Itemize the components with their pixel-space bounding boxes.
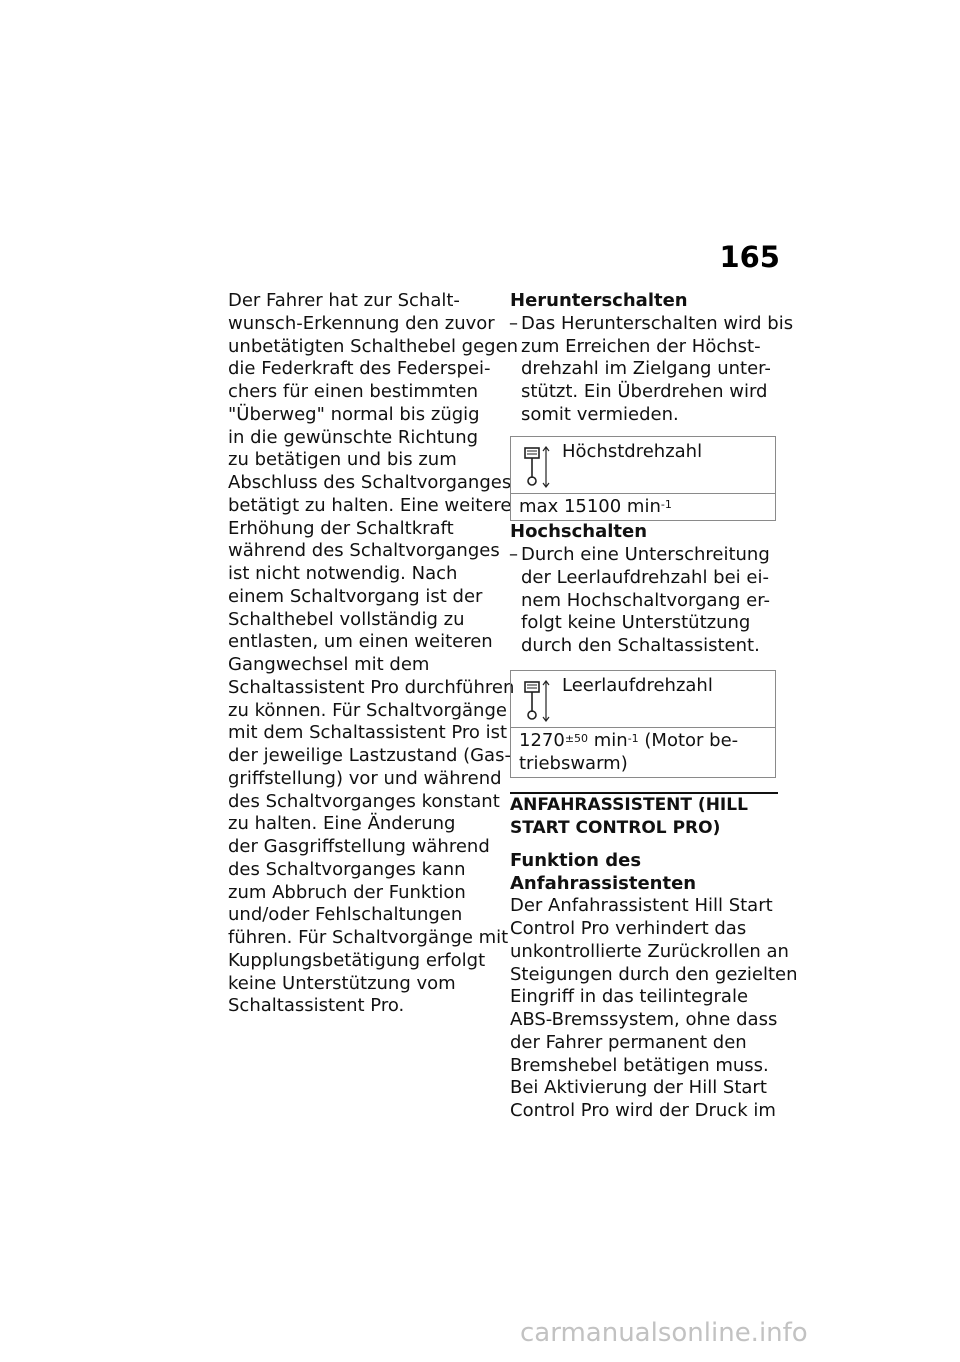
spec-title: Höchstdrehzahl [562,440,703,462]
body-line: Der Anfahrassistent Hill Start [510,895,773,917]
body-line: die Federkraft des Federspei- [228,358,491,380]
body-line: in die gewünschte Richtung [228,426,479,448]
body-line: der jeweilige Lastzustand (Gas- [228,745,511,766]
section-title-line: ANFAHRASSISTENT (HILL [510,795,748,816]
body-line: chers für einen bestimmten [228,381,478,402]
body-line: Erhöhung der Schaltkraft [228,517,454,539]
subsection-title-line: Anfahrassistenten [510,872,697,894]
body-line: Eingriff in das teilintegrale [510,986,749,1008]
body-line: Control Pro wird der Druck im [510,1100,776,1121]
body-line: ist nicht notwendig. Nach [228,563,458,584]
downshift-bullet [509,312,794,336]
body-line: wunsch-Erkennung den zuvor [228,312,495,334]
body-line: der Gasgriffstellung während [228,836,490,857]
body-line: betätigt zu halten. Eine weitere [228,494,512,516]
spec-value [511,728,775,778]
right-column [509,290,798,1123]
spec-value-base: 1270 [519,729,565,751]
downshift-heading: Herunterschalten [510,290,688,311]
body-line: entlasten, um einen weiteren [228,631,493,653]
bullet-continuation: zum Erreichen der Höchst- [521,335,761,357]
spec-suffix: (Motor be- [638,729,739,751]
spec-unit: min [588,729,628,751]
spec-box-max-rpm [510,436,776,522]
body-line: Abschluss des Schaltvorganges [228,472,512,493]
left-column [228,290,519,1018]
body-line: Kupplungsbetätigung erfolgt [228,949,486,971]
engine-piston-icon [523,445,553,489]
body-line: unkontrollierte Zurückrollen an [510,940,789,962]
body-line: Control Pro verhindert das [510,918,747,939]
spec-exponent: -1 [627,731,639,745]
body-line: einem Schaltvorgang ist der [228,585,483,607]
spec-value-line [519,730,767,753]
spec-exponent: -1 [660,497,672,511]
body-line: zu halten. Eine Änderung [228,813,456,835]
dash-marker: – [509,544,518,565]
bullet-continuation: folgt keine Unterstützung [521,612,751,634]
body-line: und/oder Fehlschaltungen [228,904,463,926]
body-line: führen. Für Schaltvorgänge mit [228,927,509,948]
body-line: des Schaltvorganges konstant [228,790,500,812]
body-line: keine Unterstützung vom [228,972,456,994]
engine-piston-icon [523,679,553,723]
bullet-continuation: somit vermieden. [521,403,679,425]
spec-value [511,494,775,521]
body-line: der Fahrer permanent den [510,1031,747,1053]
body-line: Gangwechsel mit dem [228,654,430,675]
body-line: ABS-Bremssystem, ohne dass [510,1009,778,1030]
body-line: zu betätigen und bis zum [228,449,457,471]
bullet-continuation: nem Hochschaltvorgang er- [521,589,770,611]
spec-value-line: triebswarm) [519,752,628,774]
spec-tolerance: ±50 [564,731,589,745]
body-line: während des Schaltvorganges [228,540,500,562]
spec-box-idle-rpm [510,670,776,779]
section-title-line: START CONTROL PRO) [510,818,721,838]
subsection-title-line: Funktion des [510,849,642,871]
body-line: Der Fahrer hat zur Schalt- [228,290,460,311]
body-line: Bremshebel betätigen muss. [510,1054,769,1076]
body-line: Schaltassistent Pro durchführen [228,676,515,698]
bullet-continuation: drehzahl im Zielgang unter- [521,358,771,380]
body-line: Bei Aktivierung der Hill Start [510,1077,767,1099]
body-line: zum Abbruch der Funktion [228,881,466,903]
body-line: Steigungen durch den gezielten [510,963,798,985]
body-line: Schalthebel vollständig zu [228,608,465,630]
body-line: Schaltassistent Pro. [228,995,405,1017]
spec-value-text: max 15100 min [519,495,661,517]
section-title [510,794,782,840]
page-number: 165 [719,240,780,274]
bullet-text: Durch eine Unterschreitung [521,544,770,565]
watermark: carmanualsonline.info [520,1318,808,1348]
spec-header [511,671,775,728]
spec-title: Leerlaufdrehzahl [562,674,713,696]
spec-header [511,437,775,494]
bullet-continuation: stützt. Ein Überdrehen wird [521,381,768,402]
bullet-continuation: durch den Schaltassistent. [521,635,760,656]
bullet-text: Das Herunterschalten wird bis [521,312,794,334]
upshift-bullet [510,544,782,567]
subsection-title [510,850,782,896]
upshift-heading: Hochschalten [510,521,648,543]
dash-marker: – [509,312,518,334]
body-line: "Überweg" normal bis zügig [228,403,480,425]
body-line: griffstellung) vor und während [228,767,502,789]
body-line: zu können. Für Schaltvorgänge [228,699,507,721]
bullet-continuation: der Leerlaufdrehzahl bei ei- [521,566,769,588]
body-line: unbetätigten Schalthebel gegen [228,335,519,357]
body-line: mit dem Schaltassistent Pro ist [228,722,508,744]
body-line: des Schaltvorganges kann [228,858,466,880]
